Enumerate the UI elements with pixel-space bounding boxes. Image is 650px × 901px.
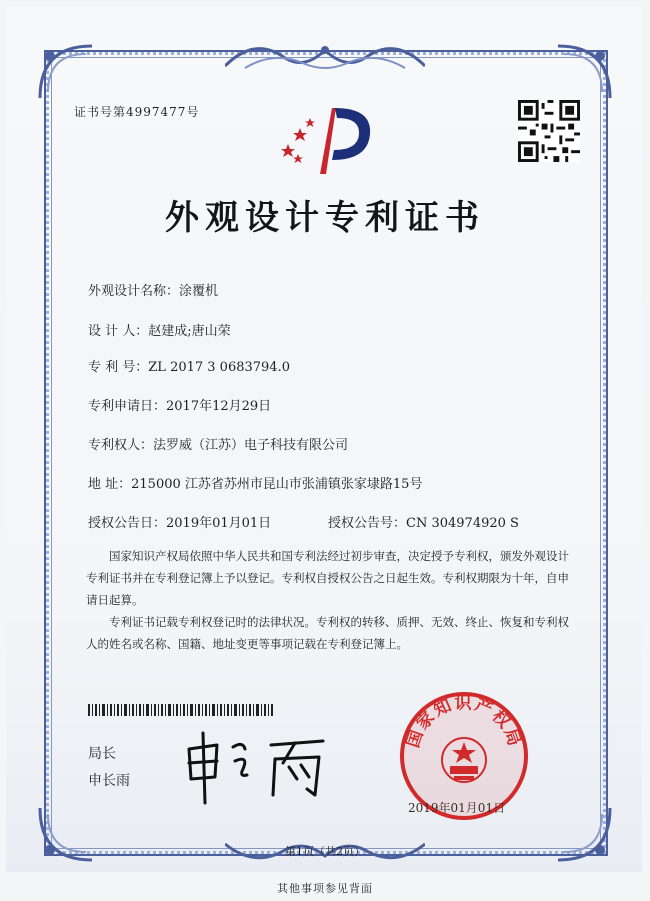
grant-date-value: 2019年01月01日: [166, 516, 272, 531]
cnipa-logo: [280, 102, 376, 178]
filing-date-label: 专利申请日：: [88, 399, 167, 414]
designer-value: 赵建成;唐山荣: [148, 324, 231, 339]
grant-date-label: 授权公告日：: [88, 516, 167, 531]
patent-number-row: [88, 356, 290, 375]
patent-number-value: ZL 2017 3 0683794.0: [148, 360, 290, 375]
address-row: [88, 473, 422, 492]
certificate-body: [86, 545, 576, 655]
patentee-row: [88, 434, 348, 453]
page-number: 第1页（共2页）: [285, 845, 365, 858]
seal-date: 2019年01月01日: [408, 801, 506, 815]
svg-text:国家知识产权局: 国家知识产权局: [403, 693, 525, 751]
qr-code: [518, 100, 580, 162]
grant-number-value: CN 304974920 S: [406, 516, 519, 531]
barcode: [88, 704, 274, 716]
corner-ornament-top-right: [554, 42, 614, 102]
footer-note: 其他事项参见背面: [277, 882, 373, 895]
designer-label: 设 计 人：: [88, 324, 149, 339]
director-name: 申长雨: [88, 773, 130, 789]
grant-number-row: [328, 512, 519, 531]
top-ornament: [225, 36, 425, 76]
corner-ornament-top-left: [36, 42, 96, 102]
director-signature: [183, 727, 333, 807]
designer-row: [88, 320, 231, 339]
director-title: 局长: [88, 746, 116, 762]
certificate-number: 证书号第4997477号: [74, 105, 200, 119]
patentee-value: 法罗威（江苏）电子科技有限公司: [153, 438, 349, 453]
body-paragraph-1: 国家知识产权局依照中华人民共和国专利法经过初步审查，决定授予专利权，颁发外观设计专利证书并在专利登记簿上予以登记。专利权自授权公告之日起生效。专利权期限为十年，自申请日起算。: [86, 549, 569, 607]
design-name-value: 涂覆机: [179, 284, 219, 299]
body-paragraph-2: 专利证书记载专利权登记时的法律状况。专利权的转移、质押、无效、终止、恢复和专利权人的姓名或名称、国籍、地址变更等事项记载在专利登记簿上。: [86, 615, 569, 651]
grant-date-row: [88, 512, 271, 531]
patent-number-label: 专 利 号：: [88, 360, 149, 375]
grant-number-label: 授权公告号：: [328, 516, 407, 531]
address-value: 215000 江苏省苏州市昆山市张浦镇张家埭路15号: [131, 477, 423, 492]
certificate-title: 外观设计专利证书: [165, 198, 485, 238]
filing-date-row: [88, 395, 271, 414]
design-name-row: [88, 280, 218, 299]
address-label: 地 址：: [88, 477, 132, 492]
patentee-label: 专利权人：: [88, 438, 154, 453]
filing-date-value: 2017年12月29日: [166, 399, 272, 414]
design-name-label: 外观设计名称：: [88, 284, 180, 299]
